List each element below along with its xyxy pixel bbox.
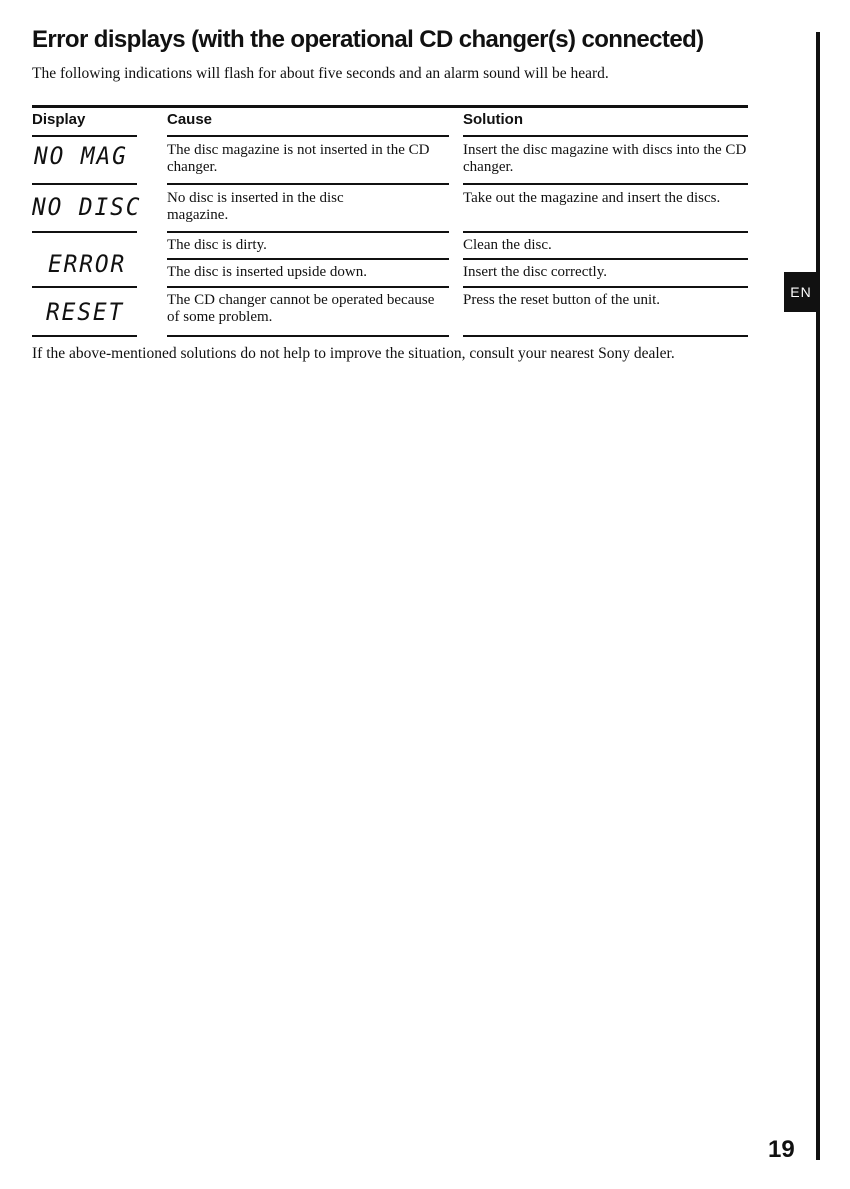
solution-cell: Insert the disc magazine with discs into the CD changer. — [463, 142, 747, 175]
lcd-display: NO MAG — [34, 142, 128, 170]
table-rule — [167, 183, 449, 185]
solution-cell: Clean the disc. — [463, 237, 552, 253]
table-rule — [32, 135, 137, 137]
solution-cell: Press the reset button of the unit. — [463, 292, 661, 308]
language-tab: EN — [784, 272, 818, 312]
table-rule — [463, 135, 748, 137]
table-rule — [167, 231, 449, 233]
table-rule — [463, 258, 748, 260]
table-rule — [167, 286, 449, 288]
intro-text: The following indications will flash for about five seconds and an alarm sound will be heard. — [32, 65, 609, 82]
page-title: Error displays (with the operational CD changer(s) connected) — [32, 26, 704, 53]
page-number: 19 — [768, 1136, 795, 1163]
header-solution: Solution — [463, 111, 523, 128]
solution-cell: Insert the disc correctly. — [463, 264, 607, 280]
cause-cell: No disc is inserted in the disc magazine. — [167, 190, 344, 223]
cause-cell: The CD changer cannot be operated because of some problem. — [167, 292, 435, 325]
table-rule — [167, 258, 449, 260]
header-display: Display — [32, 111, 86, 128]
table-rule — [463, 335, 748, 337]
table-rule — [32, 335, 137, 337]
cause-cell: The disc magazine is not inserted in the CD changer. — [167, 142, 430, 175]
table-top-rule — [32, 105, 748, 108]
lcd-display: ERROR — [48, 250, 127, 278]
cause-cell: The disc is dirty. — [167, 237, 267, 253]
page-edge-bar — [816, 32, 820, 1160]
lcd-display: NO DISC — [32, 193, 142, 221]
outro-text: If the above-mentioned solutions do not help to improve the situation, consult your nearest Sony dealer. — [32, 345, 675, 362]
table-rule — [463, 286, 748, 288]
lcd-display: RESET — [46, 298, 125, 326]
table-rule — [463, 231, 748, 233]
table-rule — [32, 286, 137, 288]
table-rule — [32, 231, 137, 233]
table-rule — [167, 135, 449, 137]
solution-cell: Take out the magazine and insert the discs. — [463, 190, 721, 206]
cause-cell: The disc is inserted upside down. — [167, 264, 367, 280]
table-rule — [167, 335, 449, 337]
header-cause: Cause — [167, 111, 213, 128]
table-rule — [32, 183, 137, 185]
table-rule — [463, 183, 748, 185]
